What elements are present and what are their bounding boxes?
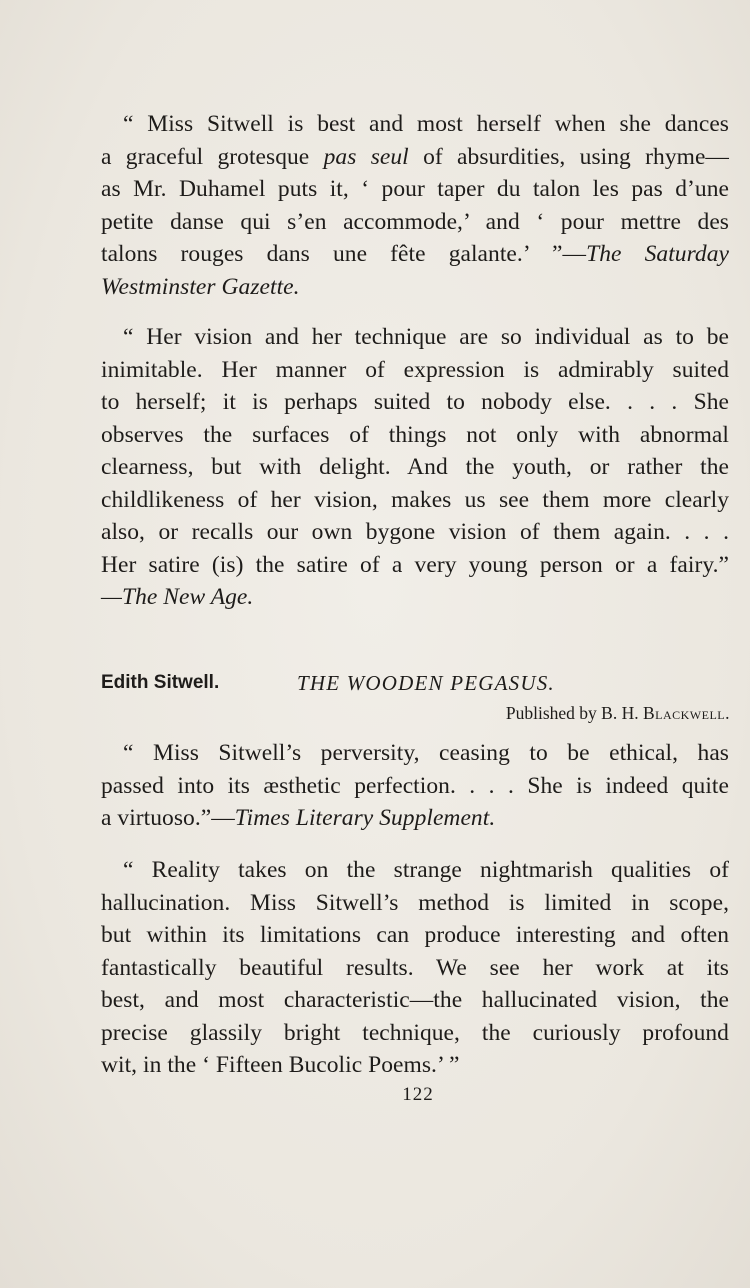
text-line: but within its limitations can produce interesting and often bbox=[101, 922, 729, 948]
text-line bbox=[101, 238, 729, 271]
text-line: “ Reality takes on the strange nightmarish qualities of bbox=[123, 857, 729, 883]
page-number: 122 bbox=[402, 1084, 434, 1105]
text-line: “ Her vision and her technique are so individual as to be bbox=[123, 324, 729, 350]
text-line: also, or recalls our own bygone vision of them again. . . . bbox=[101, 519, 729, 545]
text-line: childlikeness of her vision, makes us see them more clearly bbox=[101, 486, 729, 513]
text-line bbox=[101, 802, 495, 835]
book-title: THE WOODEN PEGASUS. bbox=[297, 671, 555, 695]
text-line: “ Miss Sitwell’s perversity, ceasing to be ethical, has bbox=[123, 740, 729, 766]
text-line: to herself; it is perhaps suited to nobody else. . . . She bbox=[101, 389, 729, 415]
text-line: inimitable. Her manner of expression is admirably suited bbox=[101, 356, 729, 383]
text-line: hallucination. Miss Sitwell’s method is limited in scope, bbox=[101, 889, 729, 916]
text-line: petite danse qui s’en accommode,’ and ‘ pour mettre des bbox=[101, 208, 729, 235]
text-line: wit, in the ‘ Fifteen Bucolic Poems.’ ” bbox=[101, 1052, 460, 1078]
published-by-label: Published by B. H. bbox=[505, 703, 643, 723]
text-line: precise glassily bright technique, the curiously profound bbox=[101, 1019, 729, 1046]
text-line: passed into its æsthetic perfection. . . . She is indeed quite bbox=[101, 772, 729, 799]
text-line: observes the surfaces of things not only with abnormal bbox=[101, 421, 729, 448]
author-name: Edith Sitwell. bbox=[101, 672, 220, 693]
text-line: fantastically beautiful results. We see her work at its bbox=[101, 954, 729, 981]
text-line: clearness, but with delight. And the youth, or rather the bbox=[101, 454, 729, 480]
text-span: talons rouges dans une fête galante.’ ”— bbox=[101, 241, 587, 267]
citation-source: Times Literary Supplement. bbox=[234, 805, 496, 831]
citation-source: The Saturday bbox=[586, 241, 729, 267]
text-line bbox=[101, 141, 729, 174]
citation-source: Westminster Gazette. bbox=[101, 273, 300, 300]
publisher-name: Blackwell. bbox=[642, 703, 730, 723]
text-line: as Mr. Duhamel puts it, ‘ pour taper du talon les pas d’une bbox=[101, 176, 729, 202]
text-line: Her satire (is) the satire of a very young person or a fairy.” bbox=[101, 551, 729, 578]
text-span: a virtuoso.”— bbox=[101, 805, 235, 831]
text-span: a graceful grotesque bbox=[101, 143, 324, 170]
text-line: “ Miss Sitwell is best and most herself when she dances bbox=[123, 111, 729, 137]
text-span: of absurdities, using rhyme— bbox=[408, 143, 729, 170]
italic-phrase: pas seul bbox=[323, 143, 409, 170]
text-line: best, and most characteristic—the hallucinated vision, the bbox=[101, 987, 729, 1013]
citation-source: —The New Age. bbox=[101, 584, 254, 610]
publisher-line bbox=[506, 700, 730, 726]
